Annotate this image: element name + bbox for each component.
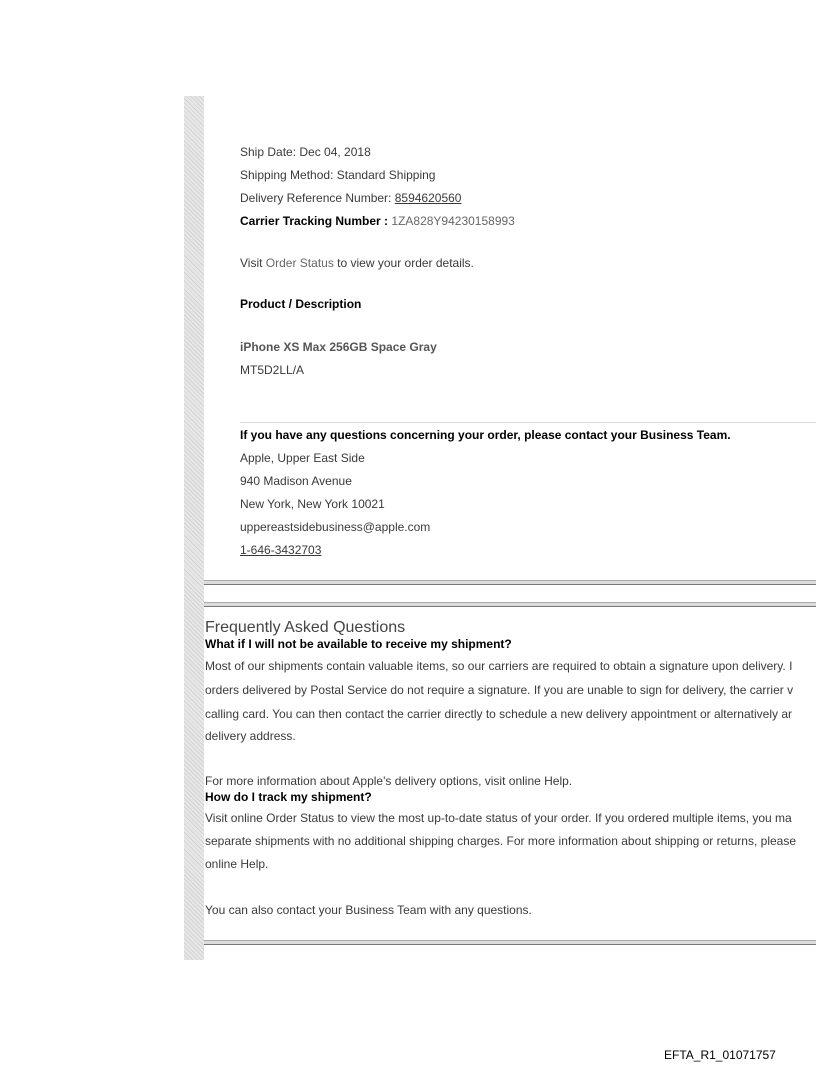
contact-phone[interactable]: 1-646-3432703 <box>240 543 322 557</box>
separator-bar <box>204 940 816 945</box>
shipping-method: Shipping Method: Standard Shipping <box>240 168 436 182</box>
contact-street: 940 Madison Avenue <box>240 474 352 488</box>
delivery-reference-label: Delivery Reference Number: <box>240 191 395 205</box>
delivery-reference-number[interactable]: 8594620560 <box>394 191 462 205</box>
carrier-tracking <box>240 214 515 228</box>
divider <box>240 422 816 423</box>
faq-question: How do I track my shipment? <box>205 790 372 804</box>
product-part-number: MT5D2LL/A <box>240 363 305 377</box>
product-description-header: Product / Description <box>240 297 362 311</box>
faq-answer-line: orders delivered by Postal Service do not require a signature. If you are unable to sign for delivery, the carrier v <box>205 683 794 697</box>
document-id: EFTA_R1_01071757 <box>664 1048 776 1062</box>
separator-bar <box>204 602 816 607</box>
contact-city: New York, New York 10021 <box>240 497 385 511</box>
order-status-line <box>240 256 474 270</box>
faq-answer-line: separate shipments with no additional shipping charges. For more information about shipping or returns, please <box>205 834 796 848</box>
carrier-tracking-number: 1ZA828Y94230158993 <box>391 214 515 228</box>
faq-question: What if I will not be available to receive my shipment? <box>205 637 512 651</box>
contact-email[interactable]: uppereastsidebusiness@apple.com <box>240 520 431 534</box>
contact-heading: If you have any questions concerning your order, please contact your Business Team. <box>240 428 731 442</box>
order-status-link[interactable]: Order Status <box>265 256 334 270</box>
faq-answer-line: Visit online Order Status to view the most up-to-date status of your order. If you ordered multiple items, you ma <box>205 811 792 825</box>
order-status-suffix: to view your order details. <box>333 256 474 270</box>
faq-answer-more: You can also contact your Business Team with any questions. <box>205 903 532 917</box>
faq-answer-more: For more information about Apple's delivery options, visit online Help. <box>205 774 573 788</box>
left-gutter <box>184 96 204 960</box>
carrier-tracking-label: Carrier Tracking Number : <box>240 214 392 228</box>
separator-bar <box>204 580 816 585</box>
faq-answer-line: online Help. <box>205 857 269 871</box>
faq-answer-line: calling card. You can then contact the carrier directly to schedule a new delivery appointment or alternatively ar <box>205 707 792 721</box>
faq-answer-line: delivery address. <box>205 729 296 743</box>
faq-title: Frequently Asked Questions <box>205 619 406 636</box>
ship-date: Ship Date: Dec 04, 2018 <box>240 145 371 159</box>
faq-answer-line: Most of our shipments contain valuable items, so our carriers are required to obtain a signature upon delivery. I <box>205 659 793 673</box>
contact-store: Apple, Upper East Side <box>240 451 365 465</box>
delivery-reference <box>240 191 461 205</box>
order-status-prefix: Visit <box>240 256 266 270</box>
product-name: iPhone XS Max 256GB Space Gray <box>240 340 437 354</box>
